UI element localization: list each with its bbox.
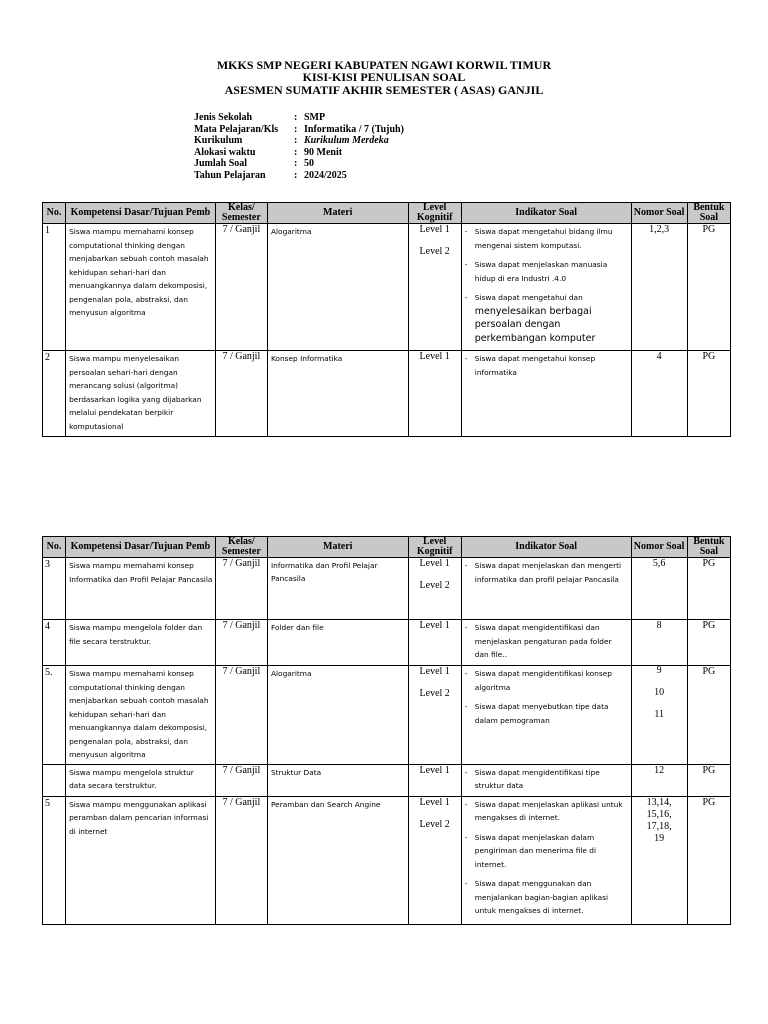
indikator-item xyxy=(465,700,628,727)
table-row xyxy=(43,666,731,765)
indikator-text-main: Siswa dapat mengidentifikasi konsep algoritma xyxy=(474,669,612,692)
indikator-item xyxy=(465,258,628,285)
nomor-soal-value: 5,6 xyxy=(652,558,666,569)
col-header-bentuk: Bentuk Soal xyxy=(687,537,730,558)
indikator-item xyxy=(465,667,628,694)
nomor-soal-value: 1,2,3 xyxy=(649,224,670,235)
document-meta xyxy=(194,112,404,182)
meta-row xyxy=(194,135,404,147)
nomor-soal-cell xyxy=(631,666,687,765)
nomor-soal-value: 9 xyxy=(656,665,662,676)
indikator-item xyxy=(465,291,628,345)
table-row xyxy=(43,764,731,796)
col-header-nomor: Nomor Soal xyxy=(631,537,687,558)
nomor-soal-value: 8 xyxy=(656,620,662,631)
table-row xyxy=(43,558,731,620)
kompetensi-cell: Siswa mampu menggunakan aplikasi peramban dalam pencarian informasi di internet xyxy=(66,796,216,924)
kelas-cell: 7 / Ganjil xyxy=(215,224,267,351)
col-header-kompetensi: Kompetensi Dasar/Tujuan Pemb xyxy=(66,537,216,558)
meta-label: Tahun Pelajaran xyxy=(194,169,266,181)
bullet-dash: - xyxy=(464,227,468,236)
level-label: Level 2 xyxy=(419,818,450,830)
row-number: 4 xyxy=(43,620,66,666)
meta-value: Kurikulum Merdeka xyxy=(304,135,389,147)
kelas-cell: 7 / Ganjil xyxy=(215,666,267,765)
doc-title-line3: ASESMEN SUMATIF AKHIR SEMESTER ( ASAS) GANJIL xyxy=(224,83,544,97)
level-label: Level 1 xyxy=(419,764,450,776)
indikator-text xyxy=(475,559,628,586)
kisi-table-1 xyxy=(42,202,731,437)
meta-colon: : xyxy=(294,169,298,181)
row-number: 5 xyxy=(43,796,66,924)
table-row xyxy=(43,620,731,666)
bentuk-soal-cell: PG xyxy=(687,666,730,765)
indikator-item xyxy=(465,621,628,662)
materi-cell: Peramban dan Search Angine xyxy=(267,796,408,924)
table-row xyxy=(43,796,731,924)
nomor-soal-value: 4 xyxy=(656,351,662,362)
row-number: 1 xyxy=(43,224,66,351)
indikator-cell xyxy=(461,224,631,351)
row-number: 5. xyxy=(43,666,66,765)
indikator-cell xyxy=(461,796,631,924)
table-header-row xyxy=(43,537,731,558)
level-label: Level 2 xyxy=(419,246,450,257)
bentuk-soal-cell: PG xyxy=(687,764,730,796)
indikator-text-main: Siswa dapat menjelaskan manuasia hidup di era Industri .4.0 xyxy=(474,260,608,283)
col-header-kompetensi: Kompetensi Dasar/Tujuan Pemb xyxy=(66,203,216,224)
meta-colon: : xyxy=(294,146,298,158)
level-label: Level 1 xyxy=(419,224,450,235)
level-label: Level 2 xyxy=(419,580,450,591)
level-cell xyxy=(408,796,461,924)
col-header-indikator: Indikator Soal xyxy=(461,537,631,558)
col-header-materi: Materi xyxy=(267,203,408,224)
meta-row xyxy=(194,124,404,136)
indikator-text xyxy=(475,258,628,285)
kompetensi-cell: Siswa mampu mengelola folder dan file secara terstruktur. xyxy=(66,620,216,666)
indikator-item xyxy=(465,352,628,379)
indikator-text-main: Siswa dapat menggunakan dan menjalankan bagian-bagian aplikasi untuk mengakses di internet. xyxy=(474,879,609,915)
indikator-text-large: menyelesaikan berbagai persoalan dengan perkembangan komputer xyxy=(474,305,596,344)
bullet-dash: - xyxy=(464,832,468,842)
indikator-item xyxy=(465,831,628,872)
indikator-text-main: Siswa dapat mengetahui konsep informatika xyxy=(474,354,596,377)
col-header-bentuk: Bentuk Soal xyxy=(687,203,730,224)
meta-row xyxy=(194,112,404,124)
nomor-soal-value: 11 xyxy=(654,709,664,720)
nomor-soal-value: 13,14, xyxy=(646,796,672,808)
materi-cell: Konsep Informatika xyxy=(267,351,408,437)
indikator-text-main: Siswa dapat menjelaskan aplikasi untuk mengakses di internet. xyxy=(474,799,623,822)
nomor-soal-value: 19 xyxy=(654,832,665,844)
indikator-text xyxy=(475,798,628,825)
indikator-item xyxy=(465,877,628,918)
table-row xyxy=(43,351,731,437)
col-header-materi: Materi xyxy=(267,537,408,558)
nomor-soal-cell xyxy=(631,224,687,351)
nomor-soal-cell xyxy=(631,558,687,620)
meta-row xyxy=(194,158,404,170)
bullet-dash: - xyxy=(464,354,468,363)
indikator-text-main: Siswa dapat menyebutkan tipe data dalam pemograman xyxy=(474,702,609,725)
level-label: Level 1 xyxy=(419,558,450,569)
row-number xyxy=(43,764,66,796)
bullet-dash: - xyxy=(464,767,468,777)
nomor-soal-value: 10 xyxy=(654,687,665,698)
level-cell xyxy=(408,620,461,666)
col-header-no: No. xyxy=(43,537,66,558)
kompetensi-cell: Siswa mampu memahami konsep computational thinking dengan menjabarkan sebuah contoh masalah kehidupan sehari-hari dan menuangkannya dalam dekomposisi, pengenalan pola, abstraksi, dan menyusun algoritma xyxy=(66,224,216,351)
indikator-cell xyxy=(461,620,631,666)
indikator-text xyxy=(475,877,628,918)
nomor-soal-value: 17,18, xyxy=(646,820,672,832)
indikator-cell xyxy=(461,351,631,437)
indikator-text xyxy=(475,667,628,694)
indikator-text xyxy=(475,831,628,872)
col-header-no: No. xyxy=(43,203,66,224)
materi-cell: Folder dan file xyxy=(267,620,408,666)
level-cell xyxy=(408,764,461,796)
meta-label: Kurikulum xyxy=(194,135,243,147)
indikator-text-main: Siswa dapat mengidentifikasi tipe struktur data xyxy=(474,767,600,790)
meta-value: 50 xyxy=(304,158,314,170)
table-row xyxy=(43,224,731,351)
level-label: Level 1 xyxy=(419,796,450,808)
kompetensi-cell: Siswa mampu memahami konsep Informatika dan Profil Pelajar Pancasila xyxy=(66,558,216,620)
bullet-dash: - xyxy=(464,623,468,632)
materi-cell: Struktur Data xyxy=(267,764,408,796)
col-header-kelas: Kelas/ Semester xyxy=(215,203,267,224)
kompetensi-cell: Siswa mampu memahami konsep computational thinking dengan menjabarkan sebuah contoh masalah kehidupan sehari-hari dan menuangkannya dalam dekomposisi, pengenalan pola, abstraksi, dan menyusun algoritma xyxy=(66,666,216,765)
meta-colon: : xyxy=(294,123,298,135)
meta-value: 2024/2025 xyxy=(304,169,347,181)
indikator-text xyxy=(475,621,628,662)
nomor-soal-cell xyxy=(631,351,687,437)
indikator-item xyxy=(465,559,628,586)
indikator-text xyxy=(475,291,628,345)
meta-colon: : xyxy=(294,112,298,123)
level-label: Level 1 xyxy=(419,666,450,677)
kompetensi-cell: Siswa mampu mengelola struktur data secara terstruktur. xyxy=(66,764,216,796)
level-cell xyxy=(408,558,461,620)
bullet-dash: - xyxy=(464,799,468,809)
bullet-dash: - xyxy=(464,702,468,711)
meta-row xyxy=(194,170,404,182)
level-cell xyxy=(408,351,461,437)
kompetensi-cell: Siswa mampu menyelesaikan persoalan sehari-hari dengan merancang solusi (algoritma) berdasarkan logika yang dijabarkan melalui pendekatan berpikir komputasional xyxy=(66,351,216,437)
meta-label: Mata Pelajaran/Kls xyxy=(194,123,279,135)
col-header-kelas: Kelas/ Semester xyxy=(215,537,267,558)
bullet-dash: - xyxy=(464,879,468,888)
kelas-cell: 7 / Ganjil xyxy=(215,351,267,437)
col-header-level: Level Kognitif xyxy=(408,537,461,558)
bullet-dash: - xyxy=(464,561,468,570)
bentuk-soal-cell: PG xyxy=(687,620,730,666)
nomor-soal-value: 12 xyxy=(654,764,665,776)
level-label: Level 2 xyxy=(419,688,450,699)
materi-cell: Alogaritma xyxy=(267,224,408,351)
meta-colon: : xyxy=(294,135,298,147)
level-cell xyxy=(408,666,461,765)
col-header-nomor: Nomor Soal xyxy=(631,203,687,224)
col-header-level: Level Kognitif xyxy=(408,203,461,224)
indikator-text xyxy=(475,352,628,379)
meta-label: Jenis Sekolah xyxy=(194,112,253,123)
indikator-text-main: Siswa dapat menjelaskan dalam pengiriman dan menerima file di internet. xyxy=(474,832,597,869)
meta-colon: : xyxy=(294,158,298,170)
materi-cell: Alogaritma xyxy=(267,666,408,765)
kelas-cell: 7 / Ganjil xyxy=(215,796,267,924)
meta-value: Informatika / 7 (Tujuh) xyxy=(304,123,404,135)
indikator-text-main: Siswa dapat mengidentifikasi dan menjelaskan pengaturan pada folder dan file.. xyxy=(474,623,612,659)
indikator-item xyxy=(465,225,628,252)
doc-title-line1: MKKS SMP NEGERI KABUPATEN NGAWI KORWIL TIMUR xyxy=(216,58,552,72)
meta-label: Jumlah Soal xyxy=(194,158,248,170)
indikator-text-main: Siswa dapat menjelaskan dan mengerti informatika dan profil pelajar Pancasila xyxy=(474,561,622,584)
indikator-text xyxy=(475,225,628,252)
table-header-row xyxy=(43,203,731,224)
bullet-dash: - xyxy=(464,260,468,269)
level-cell xyxy=(408,224,461,351)
nomor-soal-cell xyxy=(631,620,687,666)
indikator-cell xyxy=(461,558,631,620)
row-number: 2 xyxy=(43,351,66,437)
indikator-text xyxy=(475,700,628,727)
indikator-text-main: Siswa dapat mengetahui dan xyxy=(474,293,583,302)
kelas-cell: 7 / Ganjil xyxy=(215,558,267,620)
meta-value: SMP xyxy=(304,112,326,123)
bullet-dash: - xyxy=(464,669,468,678)
bullet-dash: - xyxy=(464,293,468,302)
doc-title-line2: KISI-KISI PENULISAN SOAL xyxy=(302,70,466,84)
meta-row xyxy=(194,147,404,159)
kelas-cell: 7 / Ganjil xyxy=(215,620,267,666)
nomor-soal-cell xyxy=(631,764,687,796)
bentuk-soal-cell: PG xyxy=(687,796,730,924)
indikator-text xyxy=(475,766,628,793)
kelas-cell: 7 / Ganjil xyxy=(215,764,267,796)
materi-cell: Informatika dan Profil Pelajar Pancasila xyxy=(267,558,408,620)
meta-label: Alokasi waktu xyxy=(194,146,256,158)
indikator-cell xyxy=(461,764,631,796)
indikator-item xyxy=(465,798,628,825)
nomor-soal-value: 15,16, xyxy=(646,808,672,820)
bentuk-soal-cell: PG xyxy=(687,558,730,620)
indikator-item xyxy=(465,766,628,793)
level-label: Level 1 xyxy=(419,620,450,631)
indikator-cell xyxy=(461,666,631,765)
bentuk-soal-cell: PG xyxy=(687,351,730,437)
col-header-indikator: Indikator Soal xyxy=(461,203,631,224)
kisi-table-2 xyxy=(42,536,731,925)
indikator-text-main: Siswa dapat mengetahui bidang ilmu mengenai sistem komputasi. xyxy=(474,227,613,250)
nomor-soal-cell xyxy=(631,796,687,924)
row-number: 3 xyxy=(43,558,66,620)
level-label: Level 1 xyxy=(419,351,450,362)
meta-value: 90 Menit xyxy=(304,146,343,158)
bentuk-soal-cell: PG xyxy=(687,224,730,351)
